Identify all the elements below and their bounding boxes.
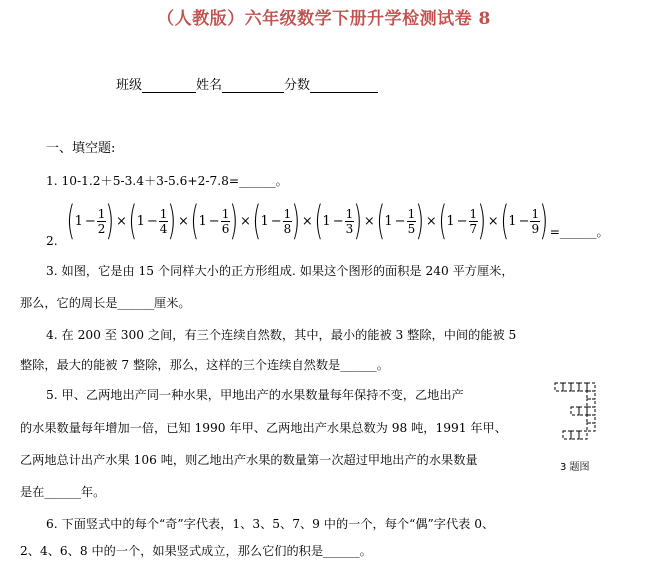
score-label: 分数 xyxy=(284,78,311,93)
figure-square xyxy=(555,383,563,391)
right-paren: ) xyxy=(415,198,425,244)
times-sign: × xyxy=(487,213,499,229)
fraction-numerator: 1 xyxy=(469,206,478,221)
minus-sign: − xyxy=(394,213,406,229)
figure-square xyxy=(579,407,587,415)
document-title: （人教版）六年级数学下册升学检测试卷 8 xyxy=(157,9,491,29)
figure-square xyxy=(587,415,595,423)
figure-square xyxy=(563,383,571,391)
left-paren: ( xyxy=(66,198,76,244)
times-sign: × xyxy=(363,213,375,229)
question-5-line-1: 5. 甲、乙两地出产同一种水果，甲地出产的水果数量每年保持不变，乙地出产 xyxy=(46,388,464,402)
left-paren: ( xyxy=(314,198,323,244)
class-blank[interactable] xyxy=(142,78,196,93)
times-sign: × xyxy=(178,213,189,229)
fraction-factor xyxy=(314,198,363,244)
fraction-factor xyxy=(66,198,115,244)
factor-one: 1 xyxy=(198,213,207,229)
figure-square xyxy=(587,383,595,391)
fraction-denominator: 9 xyxy=(531,221,540,236)
fraction-factor xyxy=(376,198,425,244)
left-paren: ( xyxy=(128,198,138,244)
score-blank[interactable] xyxy=(310,78,378,93)
fraction-numerator: 1 xyxy=(531,206,540,221)
minus-sign: − xyxy=(332,213,344,229)
question-2-label: 2. xyxy=(46,234,58,248)
question-1: 1. 10-1.2＋5-3.4＋3-5.6+2-7.8=______。 xyxy=(46,174,288,188)
right-paren: ) xyxy=(105,198,115,244)
minus-sign: − xyxy=(456,213,468,229)
fraction-denominator: 5 xyxy=(407,221,416,236)
section-heading: 一、填空题: xyxy=(46,141,116,156)
question-6-line-2: 2、4、6、8 中的一个，如果竖式成立，那么它们的积是______。 xyxy=(20,544,372,558)
figure-square xyxy=(587,407,595,415)
left-paren: ( xyxy=(500,198,509,244)
fraction-denominator: 8 xyxy=(283,221,292,236)
class-label: 班级 xyxy=(116,78,143,93)
fraction-numerator: 1 xyxy=(97,206,106,221)
right-paren: ) xyxy=(291,198,301,244)
minus-sign: − xyxy=(518,213,530,229)
fraction-numerator: 1 xyxy=(283,206,292,221)
factor-one: 1 xyxy=(260,213,269,229)
left-paren: ( xyxy=(438,198,447,244)
question-5-line-4: 是在______年。 xyxy=(20,485,106,499)
factor-one: 1 xyxy=(74,213,83,229)
figure-square xyxy=(571,383,579,391)
right-paren: ) xyxy=(539,198,549,244)
figure-square xyxy=(579,431,587,439)
fraction-numerator: 1 xyxy=(221,206,230,221)
minus-sign: − xyxy=(146,213,158,229)
fraction-numerator: 1 xyxy=(159,206,168,221)
fraction-numerator: 1 xyxy=(407,206,416,221)
times-sign: × xyxy=(239,213,251,229)
times-sign: × xyxy=(425,213,437,229)
factor-one: 1 xyxy=(446,213,455,229)
question-5-line-3: 乙两地总计出产水果 106 吨，则乙地出产水果的数量第一次超过甲地出产的水果数量 xyxy=(20,453,478,467)
figure-square xyxy=(579,383,587,391)
fraction-factor xyxy=(500,198,549,244)
times-sign: × xyxy=(116,213,127,229)
question-2-expression xyxy=(67,198,609,244)
fraction-factor xyxy=(438,198,487,244)
minus-sign: − xyxy=(84,213,96,229)
left-paren: ( xyxy=(190,198,200,244)
fraction-denominator: 6 xyxy=(221,221,230,236)
factor-one: 1 xyxy=(384,213,393,229)
figure-square xyxy=(563,431,571,439)
fraction-denominator: 7 xyxy=(469,221,478,236)
figure-square xyxy=(571,431,579,439)
figure-square xyxy=(587,423,595,431)
right-paren: ) xyxy=(353,198,363,244)
factor-one: 1 xyxy=(322,213,331,229)
student-info-row xyxy=(116,74,378,93)
factor-one: 1 xyxy=(508,213,517,229)
left-paren: ( xyxy=(376,198,385,244)
right-paren: ) xyxy=(167,198,177,244)
fraction-denominator: 4 xyxy=(159,221,168,236)
fraction-numerator: 1 xyxy=(345,206,354,221)
question-2-answer-blank: =______。 xyxy=(549,225,609,239)
question-3-line-1: 3. 如图，它是由 15 个同样大小的正方形组成. 如果这个图形的面积是 240 平方厘米， xyxy=(46,264,514,278)
left-paren: ( xyxy=(252,198,261,244)
fraction-denominator: 2 xyxy=(97,221,106,236)
fraction-factor xyxy=(252,198,301,244)
question-3-line-2: 那么，它的周长是______厘米。 xyxy=(20,296,191,310)
name-label: 姓名 xyxy=(196,78,223,93)
name-blank[interactable] xyxy=(222,78,284,93)
factor-one: 1 xyxy=(136,213,145,229)
right-paren: ) xyxy=(229,198,239,244)
figure-square xyxy=(587,391,595,399)
right-paren: ) xyxy=(477,198,487,244)
question-4-line-1: 4. 在 200 至 300 之间，有三个连续自然数，其中，最小的能被 3 整除，中间的能被 5 xyxy=(46,328,517,342)
figure-square xyxy=(571,407,579,415)
minus-sign: − xyxy=(270,213,282,229)
question-3-figure xyxy=(552,380,602,456)
question-5-line-2: 的水果数量每年增加一倍，已知 1990 年甲、乙两地出产水果总数为 98 吨，1991 年甲、 xyxy=(20,421,507,435)
fraction-factor xyxy=(128,198,177,244)
question-6-line-1: 6. 下面竖式中的每个“奇”字代表，1、3、5、7、9 中的一个，每个“偶”字代表 0、 xyxy=(46,517,495,531)
figure-square xyxy=(587,399,595,407)
fraction-factor xyxy=(190,198,239,244)
figure-caption: 3 题图 xyxy=(560,462,590,473)
fraction-denominator: 3 xyxy=(345,221,354,236)
times-sign: × xyxy=(301,213,313,229)
question-4-line-2: 整除，最大的能被 7 整除，那么，这样的三个连续自然数是______。 xyxy=(20,358,389,372)
minus-sign: − xyxy=(208,213,220,229)
